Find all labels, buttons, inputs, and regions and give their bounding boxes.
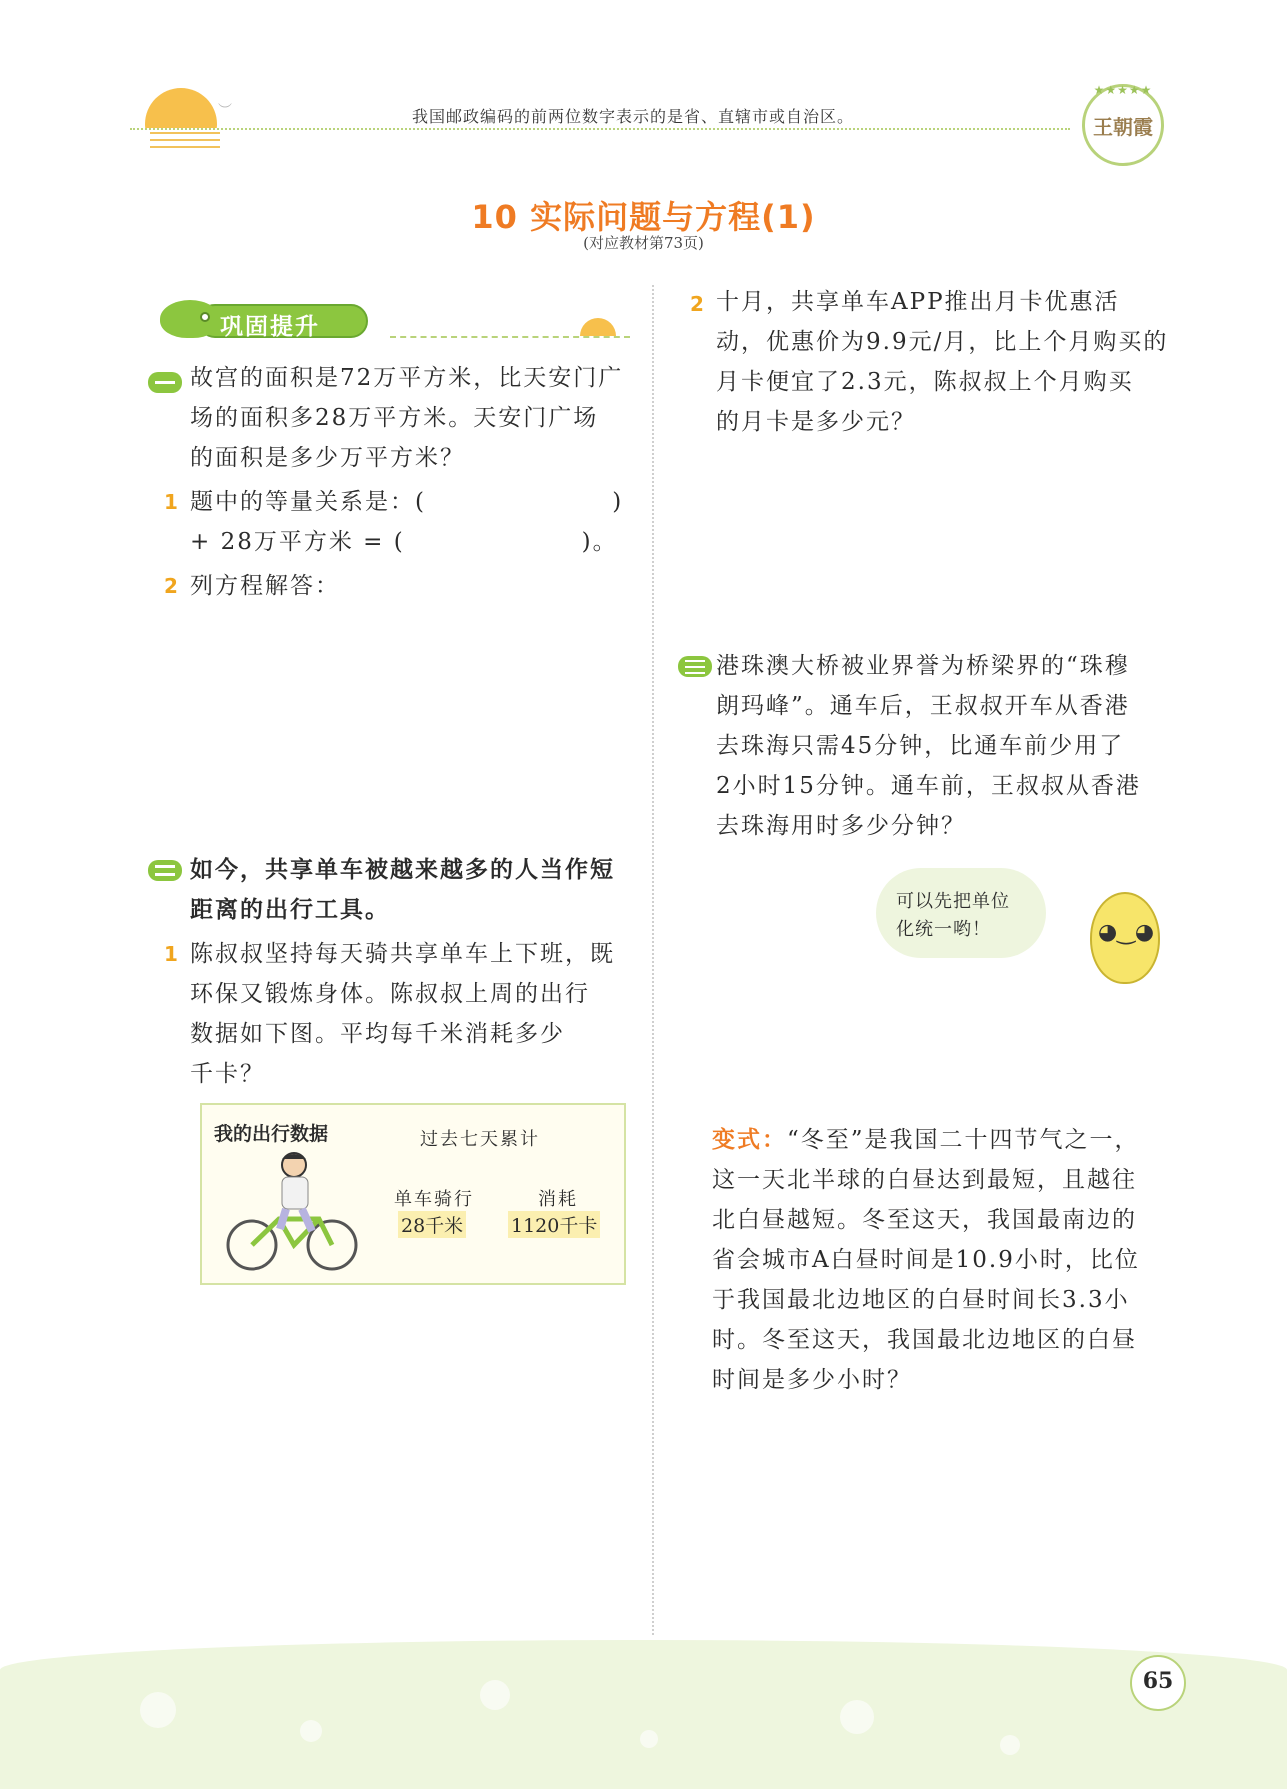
label-calories: 消耗 (538, 1189, 578, 1210)
variant-question (712, 1120, 1140, 1400)
text-line: 距离的出行工具。 (190, 897, 390, 923)
whale-icon (160, 300, 220, 338)
text-line: 2小时15分钟。通车前，王叔叔从香港 (716, 773, 1141, 799)
text-line: 化统一哟！ (896, 919, 991, 940)
text-line: “冬至”是我国二十四节气之一， (787, 1127, 1140, 1153)
text-line: 去珠海用时多少分钟？ (716, 813, 966, 839)
text-line: 这一天北半球的白昼达到最短，且越往 (712, 1167, 1137, 1193)
variant-tag: 变式： (712, 1127, 787, 1153)
cyclist-illustration (224, 1149, 364, 1275)
sub-number: 1 (164, 490, 178, 514)
text-line: 动，优惠价为9.9元/月，比上个月购买的 (716, 329, 1169, 355)
text-line: 于我国最北边地区的白昼时间长3.3小 (712, 1287, 1130, 1313)
page-number: 65 (1142, 1668, 1174, 1694)
section-banner (160, 298, 390, 342)
question-1-sub1 (190, 482, 623, 562)
question-1-text (190, 358, 623, 478)
section-title: 巩固提升 (220, 314, 320, 340)
sub-number: 2 (164, 574, 178, 598)
text-line: 题中的等量关系是：( ) (190, 489, 624, 515)
sun-icon (580, 318, 616, 336)
logo-text: 王朝霞 (1093, 115, 1153, 139)
question-2-text (190, 850, 615, 930)
bird-icon: ︶ (218, 103, 232, 119)
header-rule (130, 128, 1070, 130)
text-line: 千卡？ (190, 1061, 265, 1087)
sub-number: 1 (164, 942, 178, 966)
card-heading: 我的出行数据 (214, 1123, 329, 1145)
question-2-sub2 (716, 282, 1168, 442)
question-3-text (716, 646, 1141, 846)
text-line: 的月卡是多少元？ (716, 409, 916, 435)
text-line: 时间是多少小时？ (712, 1367, 912, 1393)
card-subheading: 过去七天累计 (420, 1129, 540, 1150)
text-line: 的面积是多少万平方米？ (190, 445, 465, 471)
text-line: 北白昼越短。冬至这天，我国最南边的 (712, 1207, 1137, 1233)
text-line: + 28万平方米 = ( )。 (190, 529, 618, 555)
label-distance: 单车骑行 (394, 1189, 474, 1210)
text-line: 场的面积多28万平方米。天安门广场 (190, 405, 599, 431)
banner-rule (390, 336, 630, 338)
question-1-tag (148, 372, 182, 393)
text-line: 可以先把单位 (896, 891, 1010, 912)
question-2-sub1 (190, 934, 615, 1094)
header-note: 我国邮政编码的前两位数字表示的是省、直辖市或自治区。 (412, 107, 855, 126)
question-2-tag (148, 860, 182, 881)
text-line: 月卡便宜了2.3元，陈叔叔上个月购买 (716, 369, 1134, 395)
hint-text (896, 888, 1010, 944)
value-distance: 28千米 (398, 1211, 466, 1238)
travel-data-card (200, 1103, 626, 1285)
sun-reflection (150, 132, 220, 150)
value-calories: 1120千卡 (508, 1211, 600, 1238)
text-line: 如今，共享单车被越来越多的人当作短 (190, 857, 615, 883)
text-line: 时。冬至这天，我国最北边地区的白昼 (712, 1327, 1137, 1353)
question-3-tag (678, 656, 712, 677)
page-title: 10 实际问题与方程(1) (471, 198, 816, 236)
column-divider (652, 285, 654, 1635)
text-line: 环保又锻炼身体。陈叔叔上周的出行 (190, 981, 590, 1007)
mascot-face-icon: ◕‿◕ (1098, 920, 1155, 945)
page-subtitle: (对应教材第73页) (583, 234, 704, 252)
publisher-logo (1082, 84, 1164, 166)
text-line: 港珠澳大桥被业界誉为桥梁界的“珠穆 (716, 653, 1130, 679)
text-line: 数据如下图。平均每千米消耗多少 (190, 1021, 565, 1047)
text-line: 故宫的面积是72万平方米，比天安门广 (190, 365, 624, 391)
text-line: 十月，共享单车APP推出月卡优惠活 (716, 289, 1120, 315)
question-1-sub2: 列方程解答： (190, 573, 340, 599)
text-line: 省会城市A白昼时间是10.9小时，比位 (712, 1247, 1140, 1273)
footer-wave (0, 1640, 1287, 1789)
stars-icon: ★★★★★ (1093, 83, 1153, 97)
text-line: 陈叔叔坚持每天骑共享单车上下班，既 (190, 941, 615, 967)
sub-number: 2 (690, 292, 704, 316)
text-line: 朗玛峰”。通车后，王叔叔开车从香港 (716, 693, 1130, 719)
text-line: 去珠海只需45分钟，比通车前少用了 (716, 733, 1125, 759)
